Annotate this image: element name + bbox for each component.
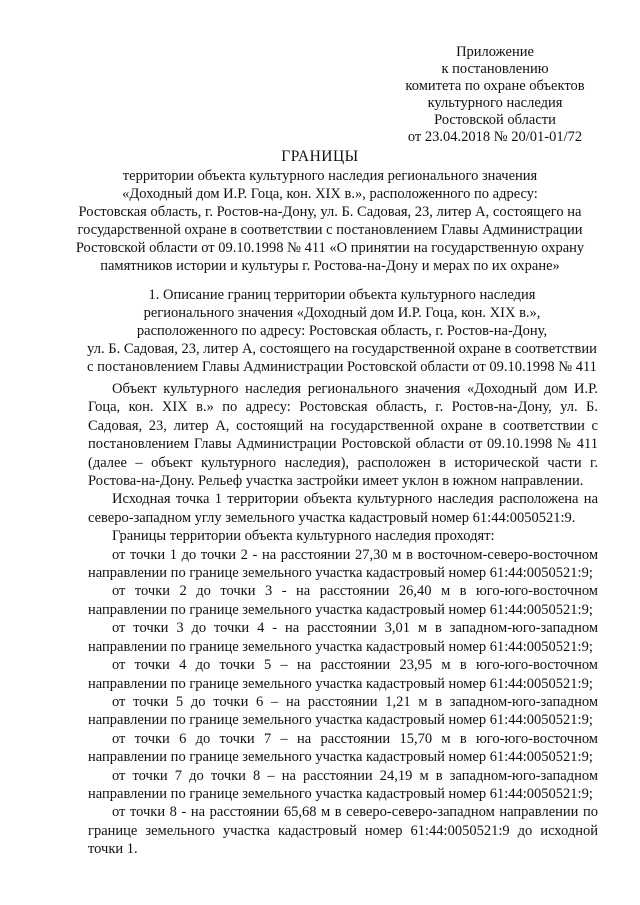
section-line: с постановлением Главы Администрации Ростовской области от 09.10.1998 № 411 <box>87 359 597 375</box>
appendix-line: комитета по охране объектов <box>405 78 585 94</box>
appendix-line: Ростовской области <box>434 112 556 128</box>
segment-line: от точки 4 до точки 5 – на расстоянии 23,95 м в юго-юго-восточном <box>112 657 598 674</box>
appendix-line: к постановлению <box>441 61 549 77</box>
segment-line: от точки 7 до точки 8 – на расстоянии 24,19 м в западном-юго-западном <box>112 767 598 784</box>
appendix-block <box>390 44 600 146</box>
subtitle-line: Ростовская область, г. Ростов-на-Дону, ул. Б. Садовая, 23, литер А, состоящего на <box>78 204 582 220</box>
segment-line: направлении по границе земельного участка кадастровый номер 61:44:0050521:9; <box>88 675 593 692</box>
section-line: 1. Описание границ территории объекта культурного наследия <box>148 287 536 303</box>
section-heading <box>82 286 602 376</box>
start-point-paragraph: Исходная точка 1 территории объекта культурного наследия расположена на северо-западном углу земельного участка кадастровый номер 61:44:0050521:9. <box>88 491 598 526</box>
segment-line: направлении по границе земельного участка кадастровый номер 61:44:0050521:9; <box>88 565 593 582</box>
boundaries-intro: Границы территории объекта культурного наследия проходят: <box>112 528 495 545</box>
segment-line: от точки 2 до точки 3 - на расстоянии 26,40 м в юго-юго-восточном <box>112 583 598 600</box>
appendix-line: от 23.04.2018 № 20/01-01/72 <box>407 129 583 145</box>
segment-line: от точки 3 до точки 4 - на расстоянии 3,01 м в западном-юго-западном <box>112 620 598 637</box>
subtitle-line: государственной охране в соответствии с постановлением Главы Администрации <box>77 222 583 238</box>
segment-line: направлении по границе земельного участка кадастровый номер 61:44:0050521:9; <box>88 638 593 655</box>
segment-line: от точки 6 до точки 7 – на расстоянии 15,70 м в юго-юго-восточном <box>112 730 598 747</box>
appendix-line: культурного наследия <box>427 95 563 111</box>
segment-line: направлении по границе земельного участка кадастровый номер 61:44:0050521:9; <box>88 785 593 802</box>
segment-line: направлении по границе земельного участка кадастровый номер 61:44:0050521:9; <box>88 601 593 618</box>
segment-line: направлении по границе земельного участка кадастровый номер 61:44:0050521:9; <box>88 712 593 729</box>
subtitle-line: «Доходный дом И.Р. Гоца, кон. XIX в.», расположенного по адресу: <box>122 186 538 202</box>
document-subtitle <box>56 167 604 275</box>
subtitle-line: территории объекта культурного наследия регионального значения <box>122 168 538 184</box>
appendix-line: Приложение <box>456 44 534 60</box>
segment-line: от точки 5 до точки 6 – на расстоянии 1,21 м в западном-юго-западном <box>112 693 598 710</box>
segment-line: направлении по границе земельного участка кадастровый номер 61:44:0050521:9; <box>88 749 593 766</box>
segment-line: от точки 1 до точки 2 - на расстоянии 27,30 м в восточном-северо-восточном <box>112 546 598 563</box>
body-text <box>88 380 598 859</box>
document-title: ГРАНИЦЫ <box>281 148 359 165</box>
subtitle-line: памятников истории и культуры г. Ростова-на-Дону и мерах по их охране» <box>100 258 560 274</box>
section-line: расположенного по адресу: Ростовская область, г. Ростов-на-Дону, <box>136 323 548 339</box>
final-segment-paragraph: от точки 8 - на расстоянии 65,68 м в северо-северо-западном направлении по границе земельного участка кадастровый номер 61:44:0050521:9 до исходной точки 1. <box>88 804 598 858</box>
intro-paragraph: Объект культурного наследия регионального значения «Доходный дом И.Р. Гоца, кон. XIX в.» по адресу: Ростовская область, г. Ростов-на-Дону, ул. Б. Садовая, 23, литер А, состоящий на государственной охране в соответствии с постановлением Главы Администрации Ростовской области от 09.10.1998 № 411 (далее – объект культурного наследия), расположен в исторической части г. Ростова-на-Дону. Рельеф участка застройки имеет уклон в южном направлении. <box>88 381 598 490</box>
subtitle-line: Ростовской области от 09.10.1998 № 411 «О принятии на государственную охрану <box>75 240 585 256</box>
section-line: регионального значения «Доходный дом И.Р. Гоца, кон. XIX в.», <box>143 305 541 321</box>
section-line: ул. Б. Садовая, 23, литер А, состоящего на государственной охране в соответствии <box>87 341 597 357</box>
